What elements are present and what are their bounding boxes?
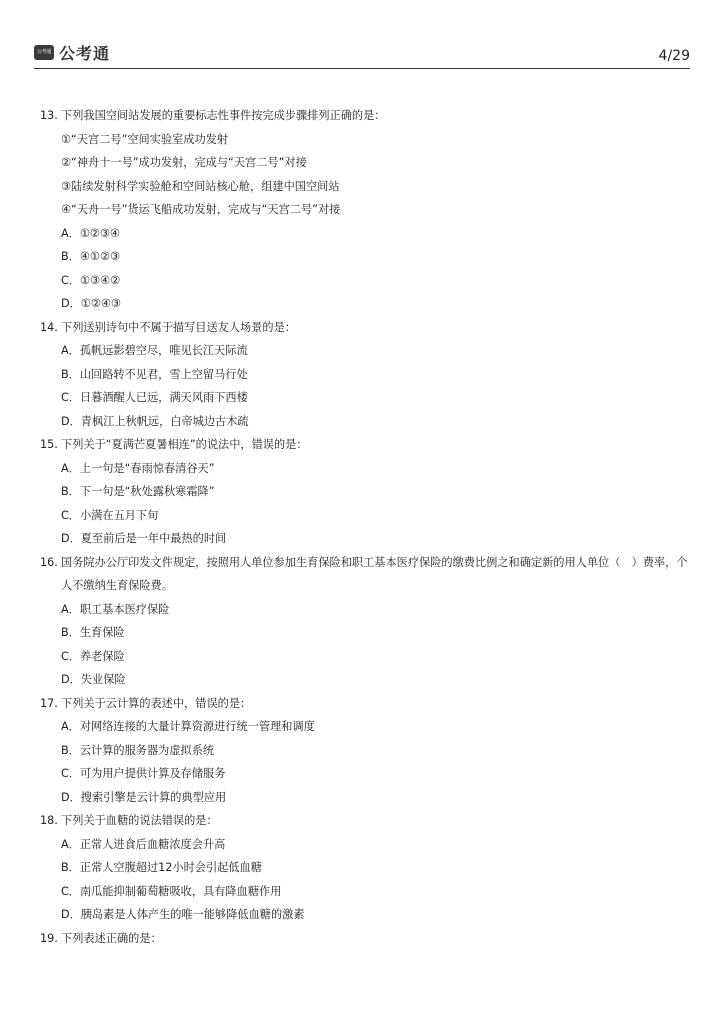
question-number: 19. [40, 931, 58, 945]
question-text: 下列我国空间站发展的重要标志性事件按完成步骤排列正确的是： [61, 109, 386, 122]
question-18 [40, 809, 690, 927]
logo-icon: 公考通 [34, 45, 54, 60]
question-text: 下列表述正确的是： [61, 931, 162, 945]
answer-option: D．胰岛素是人体产生的唯一能够降低血糖的激素 [61, 908, 305, 921]
question-stem [40, 316, 690, 340]
statement-item: ③陆续发射科学实验舱和空间站核心舱，组建中国空间站 [61, 179, 340, 193]
answer-option: A．①②③④ [61, 226, 120, 240]
question-list [40, 104, 690, 950]
question-text: 下列关于“夏满芒夏暑相连”的说法中，错误的是： [61, 438, 308, 451]
question-number: 17. [40, 696, 58, 710]
question-16 [40, 551, 690, 692]
answer-option: D．①②④③ [61, 297, 121, 310]
question-14 [40, 316, 690, 434]
answer-option: A．对网络连接的大量计算资源进行统一管理和调度 [61, 720, 315, 733]
answer-option: B．④①②③ [61, 250, 120, 263]
logo-text: 公考通 [59, 44, 111, 63]
question-number: 16. [40, 555, 58, 569]
question-stem [40, 809, 690, 833]
question-number: 14. [40, 320, 58, 334]
answer-option: C．①③④② [61, 273, 121, 287]
question-text: 国务院办公厅印发文件规定，按照用人单位参加生育保险和职工基本医疗保险的缴费比例之和确定新的用人单位（ ）费率，个人不缴纳生育保险费。 [61, 555, 688, 592]
statement-item: ④“天舟一号”货运飞船成功发射，完成与“天宫二号”对接 [61, 203, 341, 216]
question-number: 13. [40, 109, 58, 122]
question-text: 下列关于血糖的说法错误的是： [61, 814, 218, 827]
question-13 [40, 104, 690, 316]
answer-option: C．日暮酒醒人已远，满天风雨下西楼 [61, 391, 248, 404]
question-stem [40, 104, 690, 128]
page-header [34, 42, 690, 69]
statement-item: ①“天宫二号”空间实验室成功发射 [61, 132, 229, 146]
question-stem [40, 927, 690, 951]
answer-option: B．山回路转不见君，雪上空留马行处 [61, 367, 248, 381]
question-text: 下列关于云计算的表述中，错误的是： [61, 696, 252, 710]
question-number: 15. [40, 438, 58, 451]
statement-item: ②“神舟十一号”成功发射，完成与“天宫二号”对接 [61, 156, 307, 169]
answer-option: C．小满在五月下旬 [61, 508, 159, 522]
answer-option: D．搜索引擎是云计算的典型应用 [61, 790, 227, 804]
question-number: 18. [40, 814, 58, 827]
answer-option: A．孤帆远影碧空尽，唯见长江天际流 [61, 344, 248, 357]
page-number: 4/29 [658, 48, 690, 64]
question-17 [40, 692, 690, 810]
question-15 [40, 433, 690, 551]
answer-option: D．失业保险 [61, 673, 126, 686]
answer-option: A．职工基本医疗保险 [61, 602, 170, 616]
question-19 [40, 927, 690, 951]
answer-option: C．养老保险 [61, 649, 125, 663]
answer-option: B．下一句是“秋处露秋寒霜降” [61, 485, 215, 498]
answer-option: B．正常人空腹超过12小时会引起低血糖 [61, 861, 262, 874]
question-stem [40, 692, 690, 716]
answer-option: A．上一句是“春雨惊春清谷天” [61, 461, 215, 475]
answer-option: D．青枫江上秋帆远，白帝城边古木疏 [61, 414, 249, 428]
answer-option: C．南瓜能抑制葡萄糖吸收，具有降血糖作用 [61, 884, 282, 898]
answer-option: D．夏至前后是一年中最热的时间 [61, 532, 227, 545]
answer-option: C．可为用户提供计算及存储服务 [61, 767, 226, 780]
question-stem [40, 551, 690, 598]
answer-option: B．云计算的服务器为虚拟系统 [61, 743, 215, 757]
question-text: 下列送别诗句中不属于描写目送友人场景的是： [61, 320, 296, 334]
question-stem [40, 433, 690, 457]
answer-option: B．生育保险 [61, 626, 125, 639]
answer-option: A．正常人进食后血糖浓度会升高 [61, 837, 226, 851]
